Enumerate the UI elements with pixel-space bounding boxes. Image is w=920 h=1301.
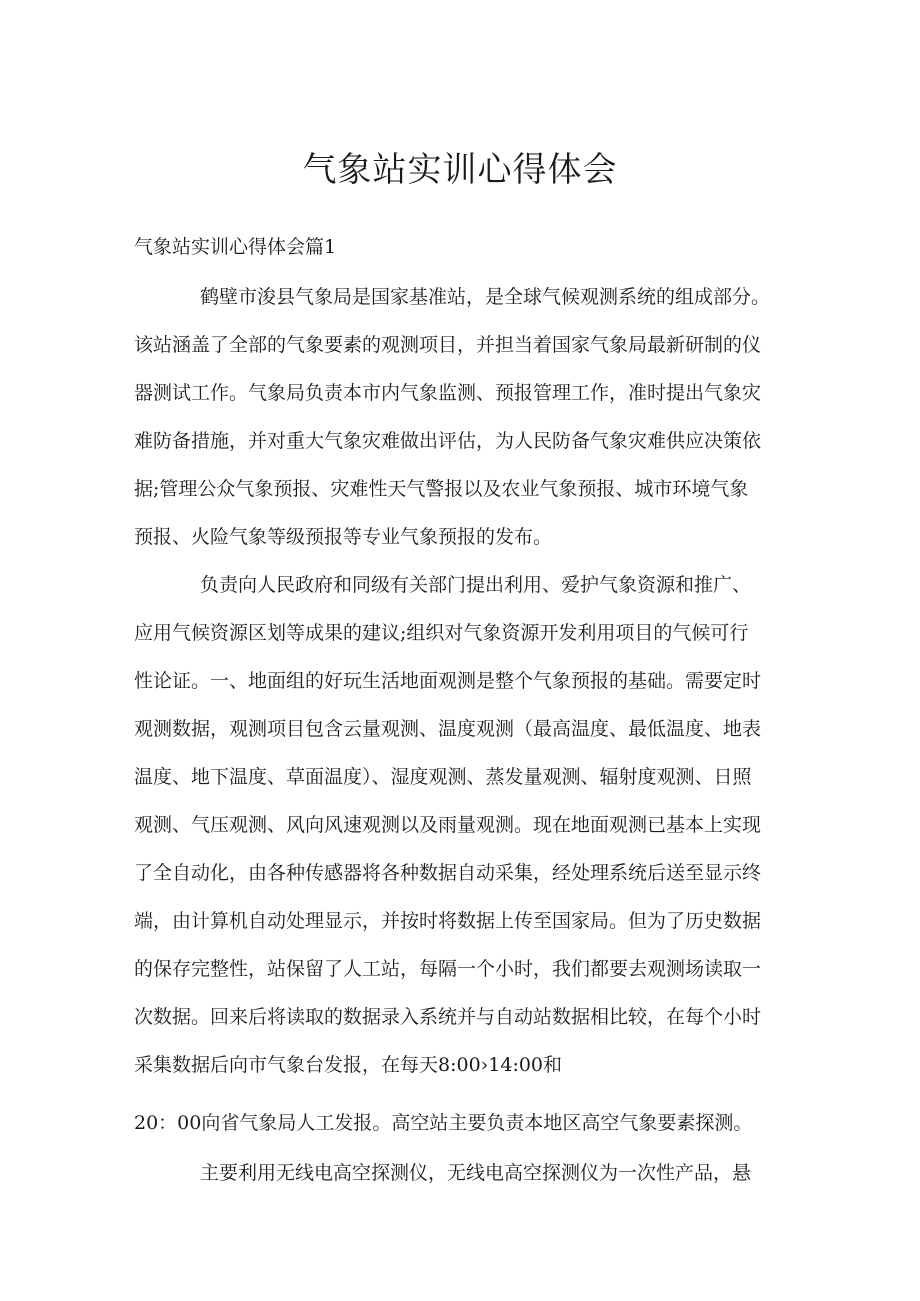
paragraph-1-line-1: 鹤壁市浚县气象局是国家基准站，是全球气候观测系统的组成部分。 xyxy=(200,286,771,308)
paragraph-2-line-2: 应用气候资源区划等成果的建议;组织对气象资源开发利用项目的气候可行 xyxy=(134,622,749,644)
paragraph-2-line-4: 观测数据，观测项目包含云量观测、温度观测（最高温度、最低温度、地表 xyxy=(134,718,762,740)
paragraph-3-line-1: 20：00向省气象局人工发报。高空站主要负责本地区高空气象要素探测。 xyxy=(134,1112,753,1134)
paragraph-2-line-3: 性论证。一、地面组的好玩生活地面观测是整个气象预报的基础。需要定时 xyxy=(134,670,762,692)
paragraph-2-line-6: 观测、气压观测、风向风速观测以及雨量观测。现在地面观测已基本上实现 xyxy=(134,814,762,836)
paragraph-1-line-2: 该站涵盖了全部的气象要素的观测项目，并担当着国家气象局最新研制的仪 xyxy=(134,334,762,356)
paragraph-2-line-5: 温度、地下温度、草面温度）、湿度观测、蒸发量观测、辐射度观测、日照 xyxy=(134,766,752,788)
paragraph-2-line-1: 负责向人民政府和同级有关部门提出利用、爱护气象资源和推广、 xyxy=(200,574,752,596)
section-heading: 气象站实训心得体会篇1 xyxy=(134,236,337,258)
paragraph-4-line-1: 主要利用无线电高空探测仪，无线电高空探测仪为一次性产品，悬 xyxy=(200,1162,752,1184)
paragraph-1-line-6: 预报、火险气象等级预报等专业气象预报的发布。 xyxy=(134,526,553,548)
paragraph-2-line-10: 次数据。回来后将读取的数据录入系统并与自动站数据相比较，在每个小时 xyxy=(134,1006,762,1028)
paragraph-1-line-3: 器测试工作。气象局负责本市内气象监测、预报管理工作，准时提出气象灾 xyxy=(134,382,762,404)
document-title: 气象站实训心得体会 xyxy=(302,150,618,190)
paragraph-1-line-5: 据;管理公众气象预报、灾难性天气警报以及农业气象预报、城市环境气象 xyxy=(134,478,749,500)
paragraph-1-line-4: 难防备措施，并对重大气象灾难做出评估，为人民防备气象灾难供应决策依 xyxy=(134,430,762,452)
paragraph-2-line-9: 的保存完整性，站保留了人工站，每隔一个小时，我们都要去观测场读取一 xyxy=(134,958,762,980)
paragraph-2-line-11: 采集数据后向市气象台发报，在每天8:00›14:00和 xyxy=(134,1054,563,1076)
paragraph-2-line-7: 了全自动化，由各种传感器将各种数据自动采集，经处理系统后送至显示终 xyxy=(134,862,762,884)
paragraph-2-line-8: 端，由计算机自动处理显示，并按时将数据上传至国家局。但为了历史数据 xyxy=(134,910,762,932)
